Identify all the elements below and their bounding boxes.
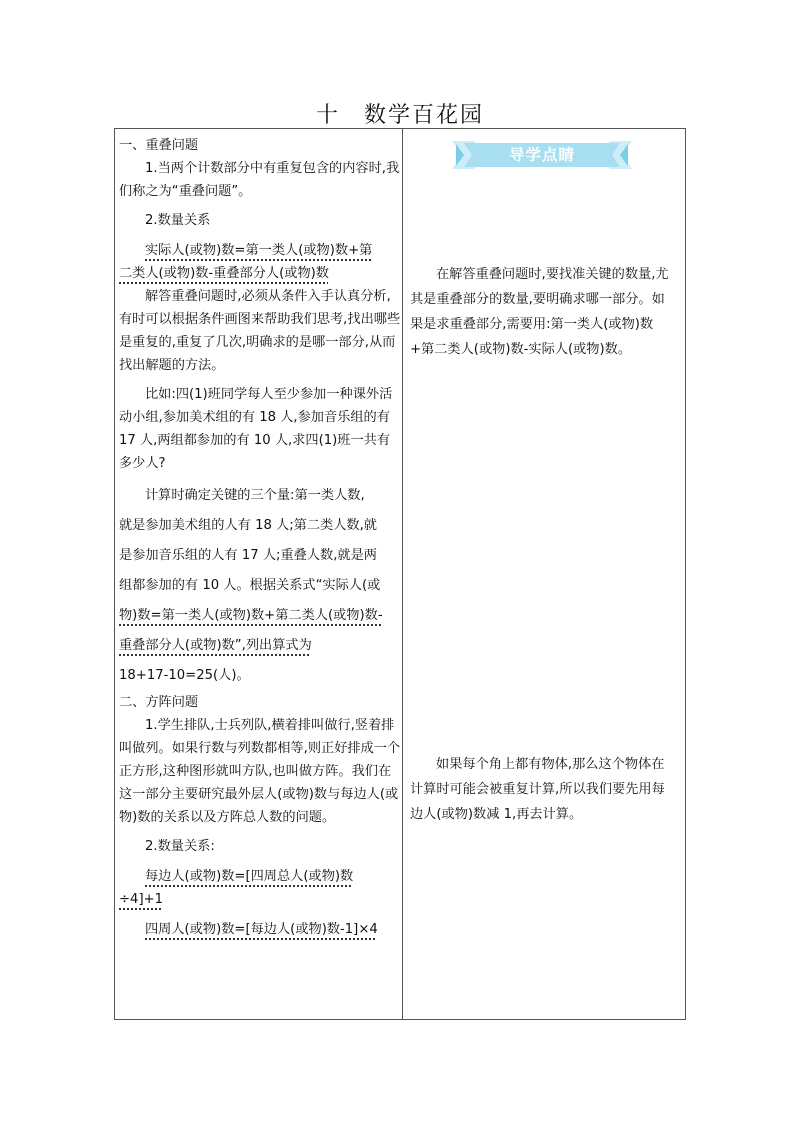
calc-line: 是参加音乐组的人有 17 人;重叠人数,就是两 <box>119 548 377 563</box>
calc-line: 物)数=第一类人(或物)数+第二类人(或物)数- <box>119 608 383 623</box>
formula-line: 实际人(或物)数=第一类人(或物)数+第 <box>145 243 373 258</box>
left-column <box>119 134 401 941</box>
calc-line: 组都参加的有 10 人。根据关系式“实际人(或 <box>119 578 381 593</box>
formula-line: 四周人(或物)数=[每边人(或物)数-1]×4 <box>145 922 378 937</box>
calc-line: 计算时确定关键的三个量:第一类人数, <box>145 488 365 503</box>
formula-line: 二类人(或物)数-重叠部分人(或物)数 <box>119 266 329 281</box>
calculation-block <box>119 481 401 691</box>
tip-paragraph: 在解答重叠问题时,要找准关键的数量,尤其是重叠部分的数量,要明确求哪一部分。如果是求重叠部分,需要用:第一类人(或物)数+第二类人(或物)数-实际人(或物)数。 <box>410 267 669 357</box>
calc-line: 重叠部分人(或物)数”,列出算式为 <box>119 638 312 653</box>
column-divider <box>402 128 403 1020</box>
section-heading-square: 二、方阵问题 <box>119 695 199 710</box>
page-title: 十 数学百花园 <box>315 103 484 128</box>
paragraph: 1.学生排队,士兵列队,横着排叫做行,竖着排叫做列。如果行数与列数都相等,则正好排成一个正方形,这种图形就叫方队,也叫做方阵。我们在这一部分主要研究最外层人(或物)数与每边人(或物)数的关系以及方阵总人数的问题。 <box>119 718 401 825</box>
guide-banner <box>452 140 632 170</box>
formula-line: 每边人(或物)数=[四周总人(或物)数 <box>145 869 354 884</box>
calc-line: 18+17-10=25(人)。 <box>119 668 250 683</box>
paragraph: 1.当两个计数部分中有重复包含的内容时,我们称之为“重叠问题”。 <box>119 161 400 199</box>
paragraph: 解答重叠问题时,必须从条件入手认真分析,有时可以根据条件画图来帮助我们思考,找出哪些是重复的,重复了几次,明确求的是哪一部分,从而找出解题的方法。 <box>119 289 401 373</box>
banner-label: 导学点睛 <box>508 146 575 164</box>
tip-square <box>410 752 672 827</box>
section-heading-overlap: 一、重叠问题 <box>119 138 199 153</box>
example-paragraph: 比如:四(1)班同学每人至少参加一种课外活动小组,参加美术组的有 18 人,参加音乐组的有 17 人,两组都参加的有 10 人,求四(1)班一共有多少人? <box>119 387 393 471</box>
tip-overlap <box>410 262 672 362</box>
formula-line: ÷4]+1 <box>119 892 164 907</box>
tip-paragraph: 如果每个角上都有物体,那么这个物体在计算时可能会被重复计算,所以我们要先用每边人(或物)数减 1,再去计算。 <box>410 757 665 822</box>
paragraph: 2.数量关系 <box>145 213 211 228</box>
paragraph: 2.数量关系: <box>145 839 215 854</box>
calc-line: 就是参加美术组的人有 18 人;第二类人数,就 <box>119 518 377 533</box>
